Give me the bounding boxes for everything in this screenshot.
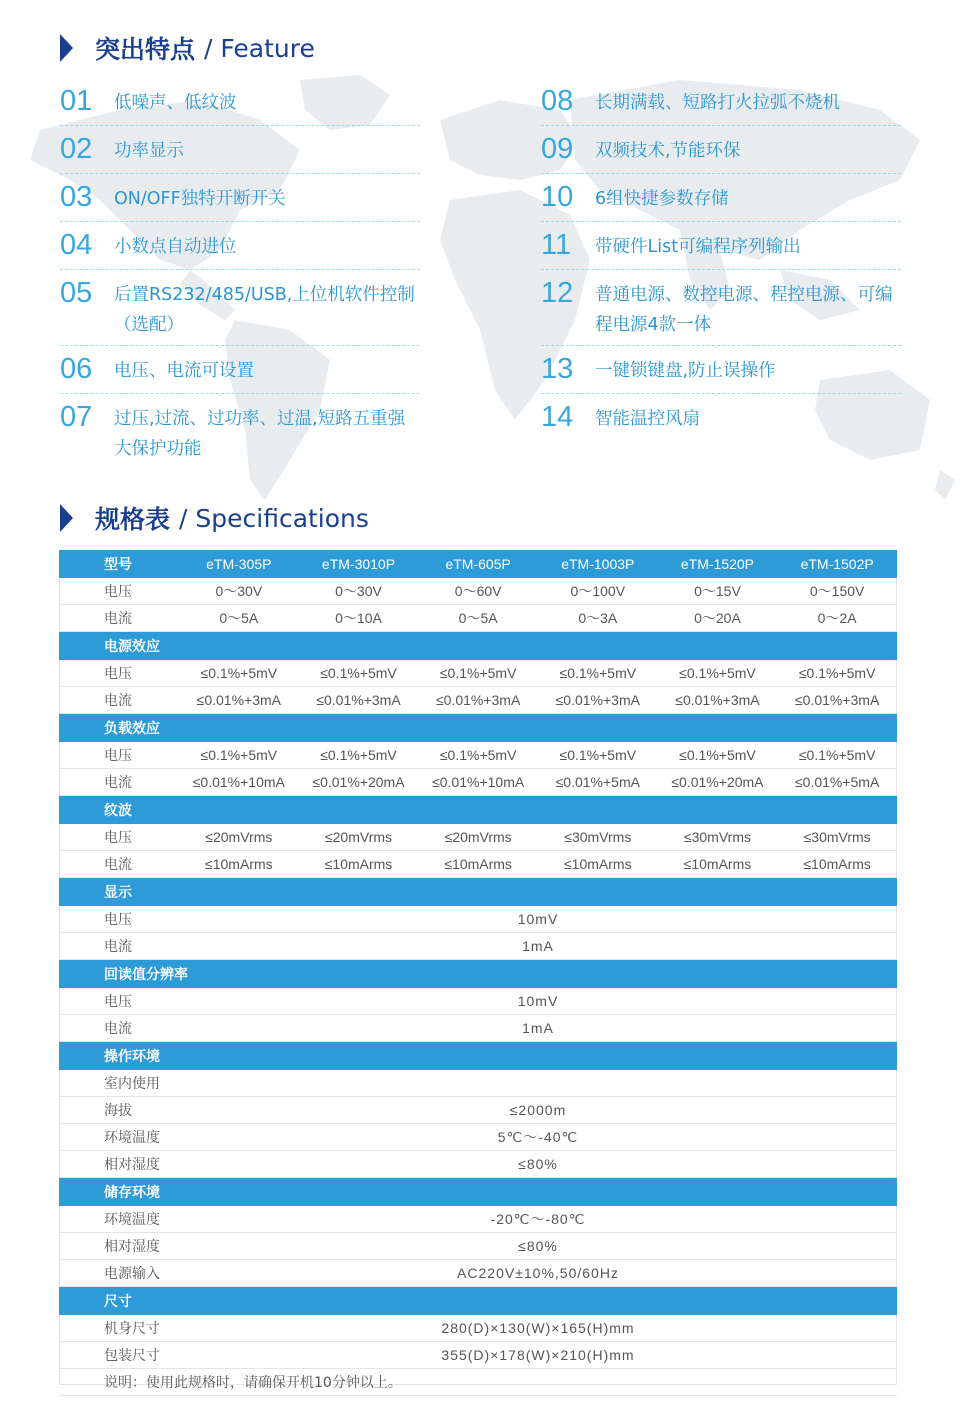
table-cell: ≤0.1%+5mV bbox=[777, 660, 897, 687]
table-row bbox=[59, 605, 897, 632]
row-label: 电压 bbox=[59, 578, 179, 605]
table-cell: ≤80% bbox=[179, 1233, 897, 1260]
row-label: 电流 bbox=[59, 687, 179, 714]
table-cell: ≤10mArms bbox=[538, 851, 658, 878]
table-cell: 0～150V bbox=[777, 578, 897, 605]
table-cell: AC220V±10%,50/60Hz bbox=[179, 1260, 897, 1287]
table-cell: 355(D)×178(W)×210(H)mm bbox=[179, 1342, 897, 1369]
model-name: eTM-1003P bbox=[538, 550, 658, 578]
feature-number: 03 bbox=[60, 181, 93, 213]
table-cell: ≤0.1%+5mV bbox=[538, 742, 658, 769]
model-header-row bbox=[59, 550, 897, 578]
feature-text: 小数点自动进位 bbox=[114, 237, 237, 257]
table-row bbox=[59, 1315, 897, 1342]
note-row bbox=[59, 1369, 897, 1396]
feature-item bbox=[60, 78, 420, 126]
table-cell: ≤10mArms bbox=[658, 851, 778, 878]
table-row bbox=[59, 687, 897, 714]
row-label: 环境温度 bbox=[59, 1124, 179, 1151]
row-label: 电流 bbox=[59, 933, 179, 960]
feature-text: 低噪声、低纹波 bbox=[114, 93, 237, 113]
spec-title-cn: 规格表 bbox=[95, 505, 171, 534]
feature-text: 智能温控风扇 bbox=[595, 409, 700, 429]
table-row bbox=[59, 660, 897, 687]
model-name: eTM-1502P bbox=[777, 550, 897, 578]
row-label: 电源输入 bbox=[59, 1260, 179, 1287]
feature-number: 10 bbox=[541, 181, 574, 213]
feature-item bbox=[541, 126, 901, 174]
model-name: eTM-605P bbox=[418, 550, 538, 578]
table-row bbox=[59, 742, 897, 769]
feature-title-cn: 突出特点 bbox=[95, 35, 196, 64]
table-cell: ≤0.1%+5mV bbox=[777, 742, 897, 769]
row-label: 室内使用 bbox=[59, 1070, 179, 1097]
table-cell: 0～5A bbox=[179, 605, 299, 632]
table-cell: ≤0.1%+5mV bbox=[299, 660, 419, 687]
table-row bbox=[59, 933, 897, 960]
row-label: 海拔 bbox=[59, 1097, 179, 1124]
table-cell: 0～30V bbox=[299, 578, 419, 605]
table-cell: ≤20mVrms bbox=[299, 824, 419, 851]
feature-text: 电压、电流可设置 bbox=[114, 361, 254, 381]
row-label: 相对湿度 bbox=[59, 1233, 179, 1260]
table-cell: ≤10mArms bbox=[179, 851, 299, 878]
feature-text: 长期满载、短路打火拉弧不烧机 bbox=[595, 93, 840, 113]
table-row bbox=[59, 824, 897, 851]
table-cell: 0～5A bbox=[418, 605, 538, 632]
feature-text: 后置RS232/485/USB,上位机软件控制（选配） bbox=[114, 285, 415, 335]
row-label: 电流 bbox=[59, 851, 179, 878]
table-note: 说明：使用此规格时，请确保开机10分钟以上。 bbox=[59, 1369, 897, 1396]
feature-text: ON/OFF独特开断开关 bbox=[114, 189, 286, 209]
section-header: 储存环境 bbox=[59, 1178, 897, 1206]
table-cell: ≤0.1%+5mV bbox=[179, 742, 299, 769]
table-cell: ≤0.01%+20mA bbox=[658, 769, 778, 796]
feature-text: 一键锁键盘,防止误操作 bbox=[595, 361, 776, 381]
table-cell: ≤0.1%+5mV bbox=[658, 742, 778, 769]
row-label: 环境温度 bbox=[59, 1206, 179, 1233]
table-cell: ≤10mArms bbox=[418, 851, 538, 878]
model-name: eTM-3010P bbox=[299, 550, 419, 578]
feature-number: 01 bbox=[60, 85, 93, 117]
section-header: 操作环境 bbox=[59, 1042, 897, 1070]
spec-section-title bbox=[60, 500, 369, 536]
table-cell: ≤2000m bbox=[179, 1097, 897, 1124]
table-cell: ≤0.01%+3mA bbox=[777, 687, 897, 714]
table-cell: ≤0.1%+5mV bbox=[418, 742, 538, 769]
table-cell: ≤0.01%+10mA bbox=[418, 769, 538, 796]
feature-number: 11 bbox=[541, 229, 572, 261]
table-cell: 1mA bbox=[179, 933, 897, 960]
map-new-zealand bbox=[935, 470, 955, 500]
table-cell: 10mV bbox=[179, 906, 897, 933]
feature-number: 12 bbox=[541, 277, 574, 309]
section-header-row bbox=[59, 878, 897, 906]
table-cell: ≤0.01%+3mA bbox=[538, 687, 658, 714]
table-row bbox=[59, 769, 897, 796]
feature-section-title bbox=[60, 30, 315, 66]
section-header-row bbox=[59, 1287, 897, 1315]
section-header-row bbox=[59, 960, 897, 988]
row-label: 相对湿度 bbox=[59, 1151, 179, 1178]
table-cell: ≤10mArms bbox=[299, 851, 419, 878]
feature-item bbox=[541, 174, 901, 222]
table-cell: ≤0.01%+3mA bbox=[418, 687, 538, 714]
table-cell: ≤30mVrms bbox=[777, 824, 897, 851]
table-cell: 280(D)×130(W)×165(H)mm bbox=[179, 1315, 897, 1342]
table-row bbox=[59, 578, 897, 605]
table-cell: ≤0.1%+5mV bbox=[418, 660, 538, 687]
row-label: 机身尺寸 bbox=[59, 1315, 179, 1342]
table-cell: 5℃～-40℃ bbox=[179, 1124, 897, 1151]
table-row bbox=[59, 1233, 897, 1260]
row-label: 电流 bbox=[59, 605, 179, 632]
table-cell: ≤0.01%+3mA bbox=[299, 687, 419, 714]
feature-number: 14 bbox=[541, 401, 574, 433]
feature-item bbox=[60, 174, 420, 222]
table-cell: 10mV bbox=[179, 988, 897, 1015]
feature-list-right bbox=[541, 78, 901, 442]
feature-number: 07 bbox=[60, 401, 93, 433]
table-cell: 0～3A bbox=[538, 605, 658, 632]
feature-text: 双频技术,节能环保 bbox=[595, 141, 741, 161]
triangle-marker-icon bbox=[60, 34, 73, 62]
feature-item bbox=[541, 78, 901, 126]
triangle-marker-icon bbox=[60, 504, 73, 532]
feature-number: 02 bbox=[60, 133, 93, 165]
section-header-row bbox=[59, 796, 897, 824]
feature-item bbox=[60, 346, 420, 394]
feature-number: 08 bbox=[541, 85, 574, 117]
table-cell: ≤0.01%+5mA bbox=[777, 769, 897, 796]
section-header: 回读值分辨率 bbox=[59, 960, 897, 988]
feature-item bbox=[60, 394, 420, 470]
section-header: 纹波 bbox=[59, 796, 897, 824]
table-cell: ≤80% bbox=[179, 1151, 897, 1178]
table-row bbox=[59, 1151, 897, 1178]
feature-number: 04 bbox=[60, 229, 93, 261]
table-row bbox=[59, 1124, 897, 1151]
section-header-row bbox=[59, 714, 897, 742]
section-header: 电源效应 bbox=[59, 632, 897, 660]
feature-item bbox=[541, 346, 901, 394]
model-name: eTM-1520P bbox=[658, 550, 778, 578]
feature-item bbox=[60, 222, 420, 270]
table-cell: ≤0.1%+5mV bbox=[658, 660, 778, 687]
table-cell: ≤0.1%+5mV bbox=[179, 660, 299, 687]
section-header-row bbox=[59, 1178, 897, 1206]
table-row bbox=[59, 1097, 897, 1124]
feature-item bbox=[60, 270, 420, 346]
table-row bbox=[59, 1342, 897, 1369]
section-header: 负载效应 bbox=[59, 714, 897, 742]
table-row bbox=[59, 1015, 897, 1042]
table-row bbox=[59, 1206, 897, 1233]
row-label: 电压 bbox=[59, 660, 179, 687]
feature-item bbox=[541, 222, 901, 270]
feature-item bbox=[60, 126, 420, 174]
table-cell: 0～20A bbox=[658, 605, 778, 632]
feature-text: 带硬件List可编程序列输出 bbox=[595, 237, 801, 257]
table-row bbox=[59, 1260, 897, 1287]
section-header: 尺寸 bbox=[59, 1287, 897, 1315]
table-cell: ≤20mVrms bbox=[418, 824, 538, 851]
table-cell: ≤0.01%+20mA bbox=[299, 769, 419, 796]
table-cell: 1mA bbox=[179, 1015, 897, 1042]
row-label: 电压 bbox=[59, 824, 179, 851]
table-cell: 0～60V bbox=[418, 578, 538, 605]
table-cell: 0～10A bbox=[299, 605, 419, 632]
feature-text: 普通电源、数控电源、程控电源、可编程电源4款一体 bbox=[595, 285, 893, 335]
spec-table bbox=[59, 550, 897, 1396]
feature-text: 功率显示 bbox=[114, 141, 184, 161]
spec-title-en: / Specifications bbox=[179, 503, 369, 533]
section-header-row bbox=[59, 1042, 897, 1070]
feature-text: 过压,过流、过功率、过温,短路五重强大保护功能 bbox=[114, 409, 406, 459]
section-header: 显示 bbox=[59, 878, 897, 906]
table-cell: ≤20mVrms bbox=[179, 824, 299, 851]
section-header-row bbox=[59, 632, 897, 660]
table-row bbox=[59, 988, 897, 1015]
table-cell: ≤0.01%+3mA bbox=[179, 687, 299, 714]
feature-title-en: / Feature bbox=[204, 33, 315, 63]
feature-number: 06 bbox=[60, 353, 93, 385]
row-label: 电流 bbox=[59, 1015, 179, 1042]
table-cell: ≤0.01%+3mA bbox=[658, 687, 778, 714]
table-cell: 0～30V bbox=[179, 578, 299, 605]
table-cell: 0～15V bbox=[658, 578, 778, 605]
row-label: 包装尺寸 bbox=[59, 1342, 179, 1369]
table-cell: -20℃～-80℃ bbox=[179, 1206, 897, 1233]
table-cell: ≤0.01%+10mA bbox=[179, 769, 299, 796]
feature-number: 05 bbox=[60, 277, 93, 309]
table-cell: ≤30mVrms bbox=[658, 824, 778, 851]
model-name: eTM-305P bbox=[179, 550, 299, 578]
row-label: 电压 bbox=[59, 742, 179, 769]
row-label: 电压 bbox=[59, 988, 179, 1015]
table-cell: ≤0.01%+5mA bbox=[538, 769, 658, 796]
feature-text: 6组快捷参数存储 bbox=[595, 189, 729, 209]
table-cell: 0～100V bbox=[538, 578, 658, 605]
feature-number: 09 bbox=[541, 133, 574, 165]
row-label: 电压 bbox=[59, 906, 179, 933]
table-cell: ≤0.1%+5mV bbox=[299, 742, 419, 769]
spec-table-container bbox=[59, 550, 897, 1396]
feature-number: 13 bbox=[541, 353, 574, 385]
feature-list-left bbox=[60, 78, 420, 470]
table-cell: ≤30mVrms bbox=[538, 824, 658, 851]
table-cell: ≤0.1%+5mV bbox=[538, 660, 658, 687]
table-row bbox=[59, 906, 897, 933]
model-label: 型号 bbox=[59, 550, 179, 578]
row-label: 电流 bbox=[59, 769, 179, 796]
table-cell bbox=[179, 1070, 897, 1097]
feature-item bbox=[541, 270, 901, 346]
table-row bbox=[59, 851, 897, 878]
table-row bbox=[59, 1070, 897, 1097]
table-cell: 0～2A bbox=[777, 605, 897, 632]
feature-item bbox=[541, 394, 901, 442]
table-cell: ≤10mArms bbox=[777, 851, 897, 878]
